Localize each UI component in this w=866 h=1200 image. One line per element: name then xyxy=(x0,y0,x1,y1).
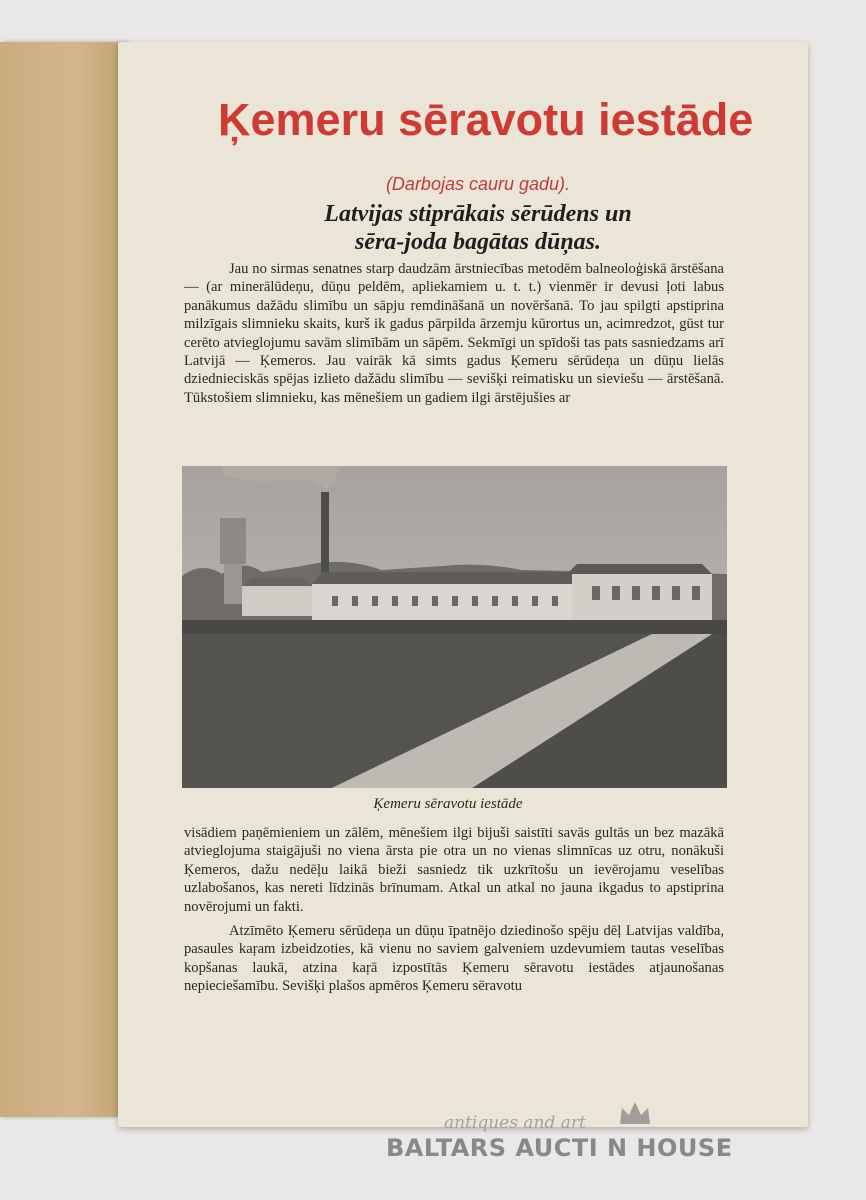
headline-line-2: sēra-joda bagātas dūņas. xyxy=(354,229,602,255)
headline xyxy=(218,200,738,256)
paragraph-2: visādiem paņēmieniem un zālēm, mēnešiem ilgi bijuši saistīti savās gultās un bez mazākā atvieglojuma staigājuši no viena ārsta pie otra un no vienas slimnīcas uz otru, nonākuši Ķemeros, dažu nedēļu laikā bieži sasniedz tik uzkrītošu un ievērojamu veselības uzlabošanos, kas nereti līdzinās brīnumam. Atkal un atkal no jauna ikgadus to apstiprina novērojumi un fakti. xyxy=(184,825,724,915)
headline-line-1: Latvijas stiprākais sērūdens un xyxy=(324,201,632,227)
body-text-bottom xyxy=(184,824,724,996)
body-text-top xyxy=(184,260,724,407)
paragraph-3: Atzīmēto Ķemeru sērūdeņa un dūņu īpatnējo dziedinošo spēju dēļ Latvijas valdība, pasaules kaŗam izbeidzoties, kā vienu no saviem galveniem uzdevumiem tautas veselības kopšanas laukā, atzina kaŗā izpostītās Ķemeru sēravotu iestādes atjaunošanas nepieciešamību. Sevišķi plašos apmēros Ķemeru sēravotu xyxy=(184,923,724,995)
crown-icon xyxy=(618,1100,652,1126)
photo-caption: Ķemeru sēravotu iestāde xyxy=(373,796,523,812)
page-subtitle: (Darbojas cauru gadu). xyxy=(385,174,571,194)
booklet-cover xyxy=(0,42,128,1117)
sanatorium-photo xyxy=(182,466,727,788)
paragraph-1: Jau no sirmas senatnes starp daudzām ārstniecības metodēm balneoloģiskā ārstēšana — (ar minerālūdeņu, dūņu peldēm, apliekamiem u. t. t.) vienmēr ir devusi ļoti labus panākumus dažādu slimību un sāpju remdināšanā un novēršanā. To jau spilgti apstiprina milzīgais slimnieku skaits, kurš ik gadus pārpilda ārzemju kūrortus un, acimredzot, gūst tur cerēto atvieglojumu savām slimībām un sāpēm. Sekmīgi un spīdoši tas pats sasniedzams arī Latvijā — Ķemeros. Jau vairāk kā simts gadus Ķemeru sērūdeņa un dūņu lielās dziednieciskās spējas izlieto dažādu slimību — sevišķi reimatisku un sieviešu — ārstēšanā. Tūkstošiem slimnieku, kas mēnešiem un gadiem ilgi ārstējušies ar xyxy=(184,261,724,406)
auction-watermark xyxy=(380,1108,810,1178)
watermark-tagline: antiques and art xyxy=(444,1113,586,1133)
page-title: Ķemeru sēravotu iestāde xyxy=(218,94,754,145)
watermark-brand: BALTARS AUCTI N HOUSE xyxy=(386,1134,733,1162)
booklet-page xyxy=(118,42,808,1127)
